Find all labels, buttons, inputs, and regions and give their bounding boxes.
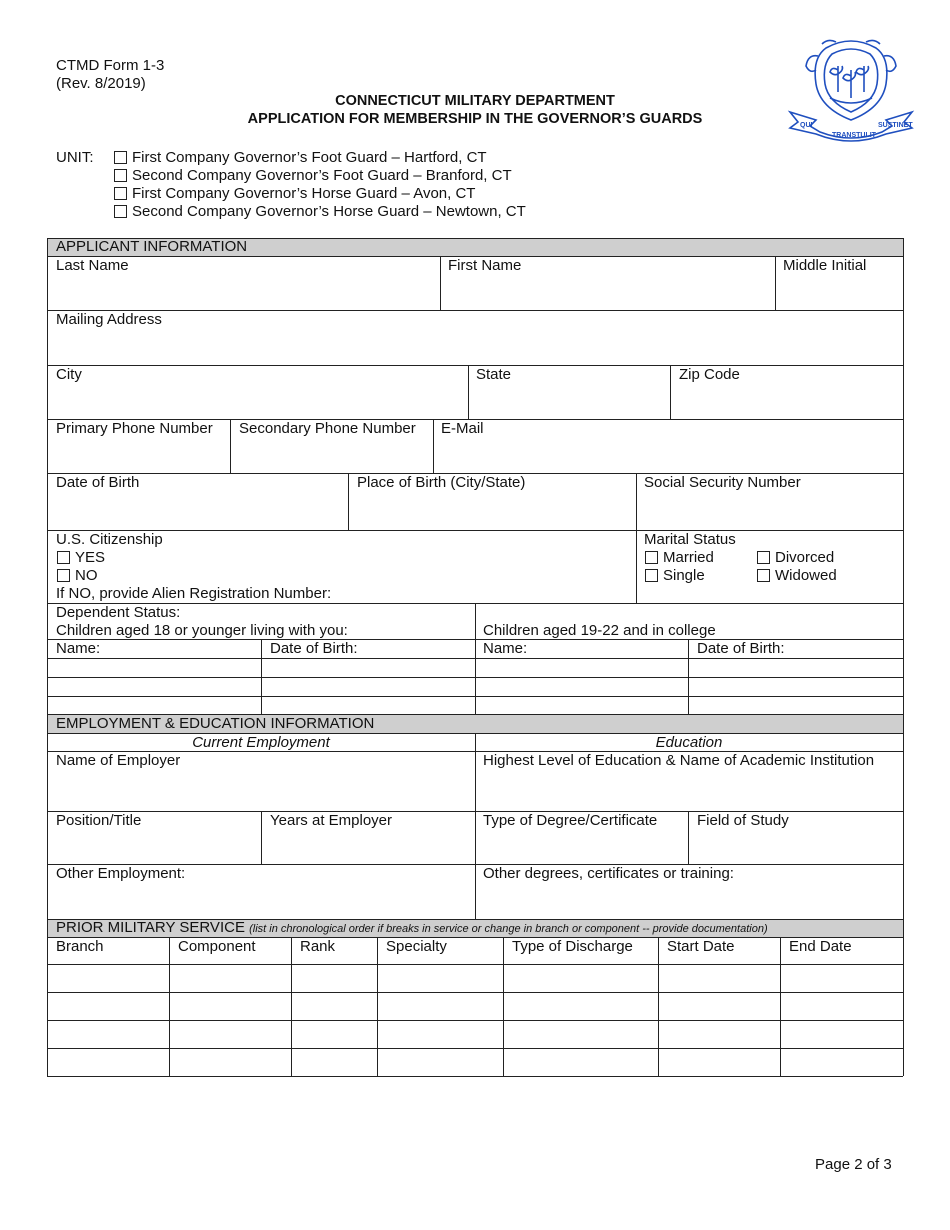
primary-phone-field[interactable]: Primary Phone Number xyxy=(56,420,213,437)
rule xyxy=(503,937,504,1076)
dependent-status-label: Dependent Status: xyxy=(56,604,181,621)
checkbox-icon[interactable] xyxy=(645,551,658,564)
col-end-date-header: End Date xyxy=(789,938,852,955)
application-title: APPLICATION FOR MEMBERSHIP IN THE GOVERNOR’S GUARDS xyxy=(247,111,703,127)
rule xyxy=(468,365,469,419)
rule xyxy=(348,473,349,530)
marital-married-label: Married xyxy=(663,549,714,566)
citizenship-no-label: NO xyxy=(75,567,98,584)
unit-option-label: First Company Governor’s Horse Guard – Avon, CT xyxy=(132,185,476,202)
dependents-college-heading: Children aged 19-22 and in college xyxy=(483,622,716,639)
rule xyxy=(47,310,903,311)
position-title-field[interactable]: Position/Title xyxy=(56,812,142,829)
rule xyxy=(47,964,903,965)
rule xyxy=(291,937,292,1076)
application-form-grid xyxy=(47,238,903,1076)
citizenship-label: U.S. Citizenship xyxy=(56,531,163,548)
rule xyxy=(475,603,476,714)
city-field[interactable]: City xyxy=(56,366,82,383)
alien-registration-field[interactable]: If NO, provide Alien Registration Number: xyxy=(56,585,332,602)
rule xyxy=(780,937,781,1076)
marital-divorced-label: Divorced xyxy=(775,549,835,566)
rule xyxy=(475,733,476,919)
state-field[interactable]: State xyxy=(476,366,512,383)
rule xyxy=(261,639,262,714)
seal-motto-right: SUSTINET xyxy=(878,122,913,129)
checkbox-icon[interactable] xyxy=(114,151,127,164)
unit-option-label: Second Company Governor’s Horse Guard – Newtown, CT xyxy=(132,203,526,220)
rule xyxy=(688,639,689,714)
mailing-address-field[interactable]: Mailing Address xyxy=(56,311,162,328)
rule xyxy=(377,937,378,1076)
last-name-field[interactable]: Last Name xyxy=(56,257,129,274)
checkbox-icon[interactable] xyxy=(114,187,127,200)
military-section-title xyxy=(56,919,768,938)
col-start-date-header: Start Date xyxy=(667,938,735,955)
col-discharge-header: Type of Discharge xyxy=(512,938,633,955)
employment-section-title: EMPLOYMENT & EDUCATION INFORMATION xyxy=(56,715,375,732)
current-employment-heading: Current Employment xyxy=(192,734,330,751)
checkbox-icon[interactable] xyxy=(114,205,127,218)
rule xyxy=(261,811,262,864)
email-field[interactable]: E-Mail xyxy=(441,420,484,437)
applicant-section-title: APPLICANT INFORMATION xyxy=(56,238,248,255)
highest-education-field[interactable]: Highest Level of Education & Name of Academic Institution xyxy=(483,752,875,769)
rule xyxy=(433,419,434,473)
checkbox-icon[interactable] xyxy=(57,551,70,564)
rule xyxy=(47,1048,903,1049)
border-left xyxy=(47,238,48,1076)
rule xyxy=(775,256,776,310)
rule xyxy=(658,937,659,1076)
marital-single-label: Single xyxy=(663,567,705,584)
marital-widowed-label: Widowed xyxy=(775,567,837,584)
unit-option[interactable] xyxy=(114,203,526,221)
degree-type-field[interactable]: Type of Degree/Certificate xyxy=(483,812,658,829)
years-at-employer-field[interactable]: Years at Employer xyxy=(270,812,393,829)
seal-motto-center: TRANSTULIT xyxy=(832,132,876,139)
marital-single-option[interactable] xyxy=(645,567,705,585)
college-dependent-name-header: Name: xyxy=(483,640,528,657)
education-heading: Education xyxy=(655,734,723,751)
rule xyxy=(169,937,170,1076)
military-instructions: (list in chronological order if breaks in service or change in branch or component -- provide documentation) xyxy=(249,923,768,935)
rule xyxy=(636,473,637,603)
checkbox-icon[interactable] xyxy=(757,569,770,582)
rule xyxy=(47,992,903,993)
border-bottom xyxy=(47,1076,903,1077)
dependent-name-header: Name: xyxy=(56,640,101,657)
form-identifier xyxy=(56,57,164,93)
dependents-minor-heading: Children aged 18 or younger living with you: xyxy=(56,622,348,639)
date-of-birth-field[interactable]: Date of Birth xyxy=(56,474,140,491)
zip-code-field[interactable]: Zip Code xyxy=(679,366,740,383)
page-number: Page 2 of 3 xyxy=(815,1156,892,1173)
checkbox-icon[interactable] xyxy=(114,169,127,182)
col-component-header: Component xyxy=(178,938,256,955)
marital-widowed-option[interactable] xyxy=(757,567,837,585)
military-title-text: PRIOR MILITARY SERVICE xyxy=(56,919,245,936)
marital-divorced-option[interactable] xyxy=(757,549,834,567)
secondary-phone-field[interactable]: Secondary Phone Number xyxy=(239,420,416,437)
first-name-field[interactable]: First Name xyxy=(448,257,522,274)
field-of-study-field[interactable]: Field of Study xyxy=(697,812,789,829)
checkbox-icon[interactable] xyxy=(645,569,658,582)
unit-option[interactable] xyxy=(114,185,475,203)
rule xyxy=(440,256,441,310)
rule xyxy=(688,811,689,864)
citizenship-yes-label: YES xyxy=(75,549,106,566)
seal-motto-left: QUI xyxy=(800,122,813,129)
unit-option[interactable] xyxy=(114,149,487,167)
rule xyxy=(670,365,671,419)
dependent-dob-header: Date of Birth: xyxy=(270,640,358,657)
col-rank-header: Rank xyxy=(300,938,336,955)
unit-option[interactable] xyxy=(114,167,512,185)
form-number: CTMD Form 1-3 xyxy=(56,57,165,74)
citizenship-no-option[interactable] xyxy=(57,567,98,585)
connecticut-seal-icon xyxy=(786,36,916,146)
citizenship-yes-option[interactable] xyxy=(57,549,105,567)
department-title: CONNECTICUT MILITARY DEPARTMENT xyxy=(335,93,615,109)
other-degrees-field[interactable]: Other degrees, certificates or training: xyxy=(483,865,734,882)
marital-married-option[interactable] xyxy=(645,549,714,567)
rule xyxy=(47,1020,903,1021)
ssn-field[interactable]: Social Security Number xyxy=(644,474,801,491)
employer-name-field[interactable]: Name of Employer xyxy=(56,752,181,769)
place-of-birth-field[interactable]: Place of Birth (City/State) xyxy=(357,474,526,491)
border-right xyxy=(903,238,904,1076)
unit-label: UNIT: xyxy=(56,149,94,166)
unit-option-label: First Company Governor’s Foot Guard – Hartford, CT xyxy=(132,149,487,166)
college-dependent-dob-header: Date of Birth: xyxy=(697,640,785,657)
col-specialty-header: Specialty xyxy=(386,938,447,955)
unit-option-label: Second Company Governor’s Foot Guard – Branford, CT xyxy=(132,167,512,184)
rule xyxy=(230,419,231,473)
rule xyxy=(47,530,903,531)
marital-status-label: Marital Status xyxy=(644,531,736,548)
checkbox-icon[interactable] xyxy=(757,551,770,564)
col-branch-header: Branch xyxy=(56,938,104,955)
rule xyxy=(47,365,903,366)
middle-initial-field[interactable]: Middle Initial xyxy=(783,257,867,274)
form-revision: (Rev. 8/2019) xyxy=(56,75,146,92)
checkbox-icon[interactable] xyxy=(57,569,70,582)
other-employment-field[interactable]: Other Employment: xyxy=(56,865,186,882)
